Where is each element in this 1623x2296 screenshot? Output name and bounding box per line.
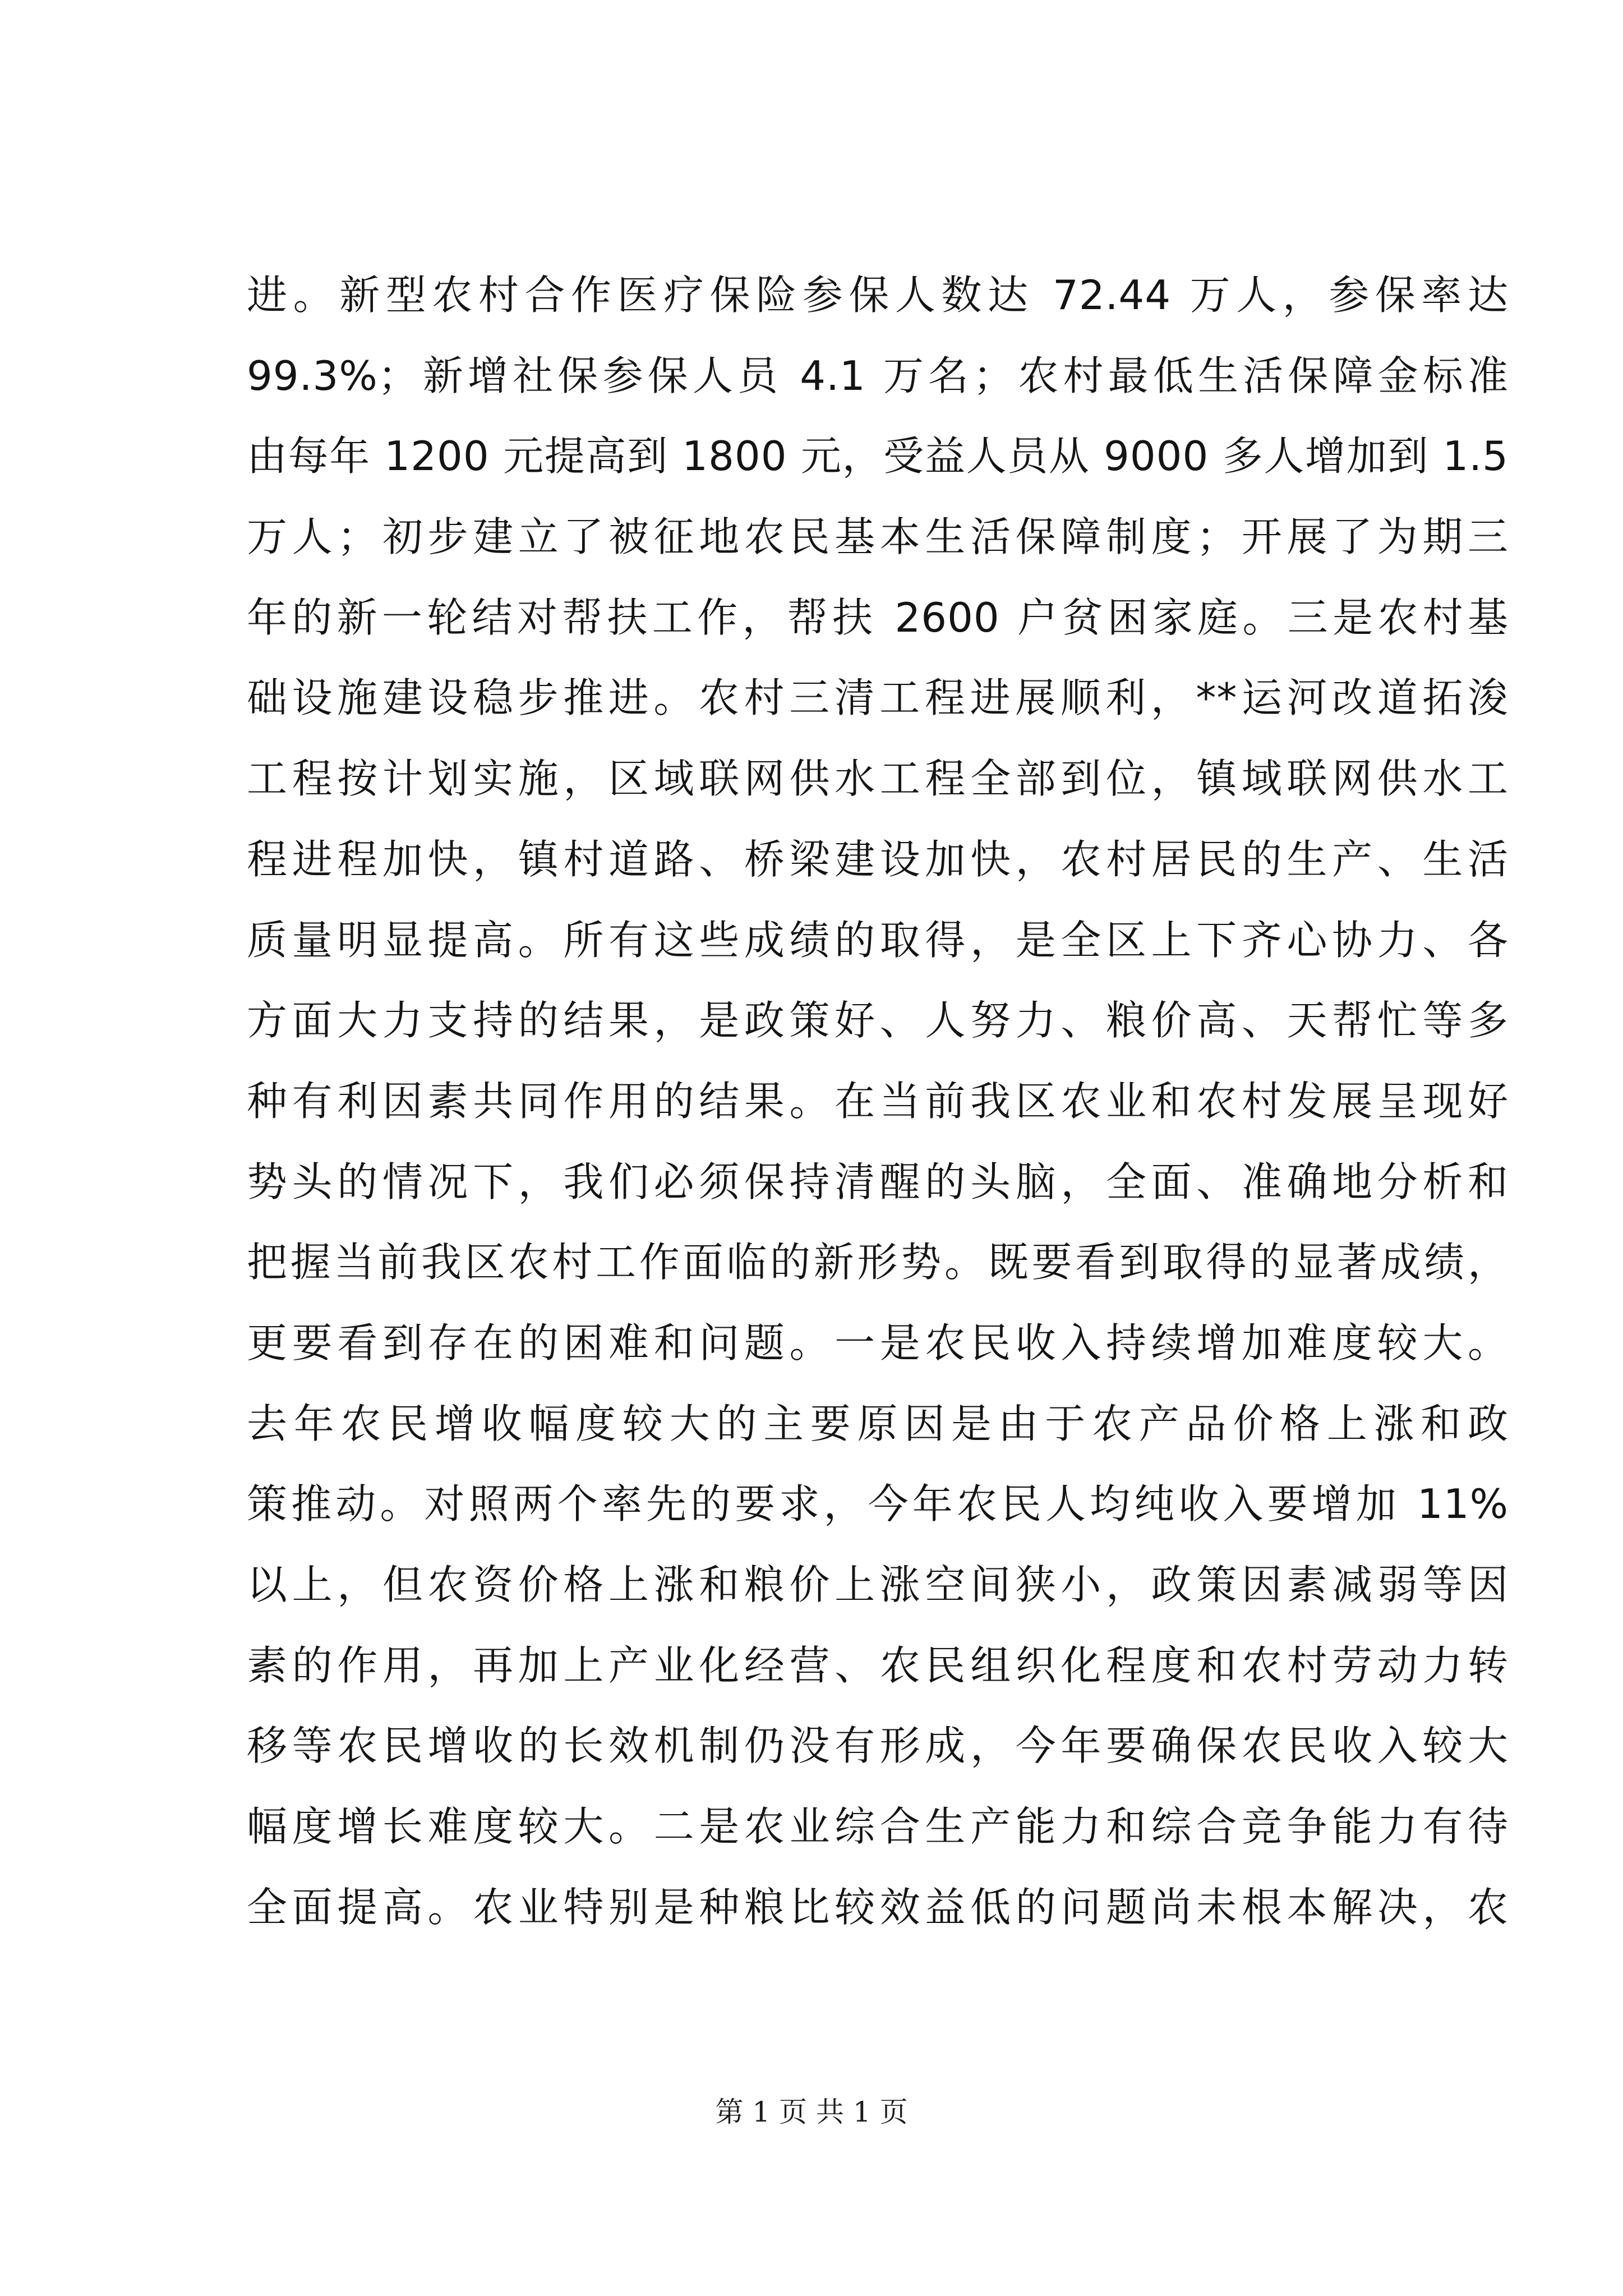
text-line: 策推动。对照两个率先的要求，今年农民人均纯收入要增加 11% [247,1480,1509,1528]
text-line: 年的新一轮结对帮扶工作，帮扶 2600 户贫困家庭。三是农村基 [247,593,1509,641]
text-line: 去年农民增收幅度较大的主要原因是由于农产品价格上涨和政 [247,1400,1509,1447]
text-line: 方面大力支持的结果，是政策好、人努力、粮价高、天帮忙等多 [247,997,1509,1045]
text-line: 种有利因素共同作用的结果。在当前我区农业和农村发展呈现好 [247,1077,1509,1125]
text-line: 移等农民增收的长效机制仍没有形成，今年要确保农民收入较大 [247,1722,1509,1770]
page-footer [0,2092,1623,2132]
text-line: 质量明显提高。所有这些成绩的取得，是全区上下齐心协力、各 [247,916,1509,964]
body-text [247,255,1509,1948]
text-line: 更要看到存在的困难和问题。一是农民收入持续增加难度较大。 [247,1319,1509,1366]
text-line: 素的作用，再加上产业化经营、农民组织化程度和农村劳动力转 [247,1641,1509,1689]
text-line: 势头的情况下，我们必须保持清醒的头脑，全面、准确地分析和 [247,1158,1509,1205]
text-line: 进。新型农村合作医疗保险参保人数达 72.44 万人，参保率达 [247,272,1509,319]
text-line: 万人；初步建立了被征地农民基本生活保障制度；开展了为期三 [247,513,1509,561]
text-line: 把握当前我区农村工作面临的新形势。既要看到取得的显著成绩， [247,1239,1509,1286]
text-line: 幅度增长难度较大。二是农业综合生产能力和综合竞争能力有待 [247,1803,1509,1851]
text-line: 程进程加快，镇村道路、桥梁建设加快，农村居民的生产、生活 [247,835,1509,883]
text-line: 99.3%；新增社保参保人员 4.1 万名；农村最低生活保障金标准 [247,352,1509,399]
text-line: 由每年 1200 元提高到 1800 元，受益人员从 9000 多人增加到 1.5 [247,432,1509,480]
text-line: 工程按计划实施，区域联网供水工程全部到位，镇域联网供水工 [247,755,1509,803]
page-number-label: 第 1 页 共 1 页 [715,2096,908,2128]
text-line: 础设施建设稳步推进。农村三清工程进展顺利，**运河改道拓浚 [247,674,1509,722]
text-line: 以上，但农资价格上涨和粮价上涨空间狭小，政策因素减弱等因 [247,1561,1509,1608]
text-line: 全面提高。农业特别是种粮比较效益低的问题尚未根本解决，农 [247,1883,1509,1931]
